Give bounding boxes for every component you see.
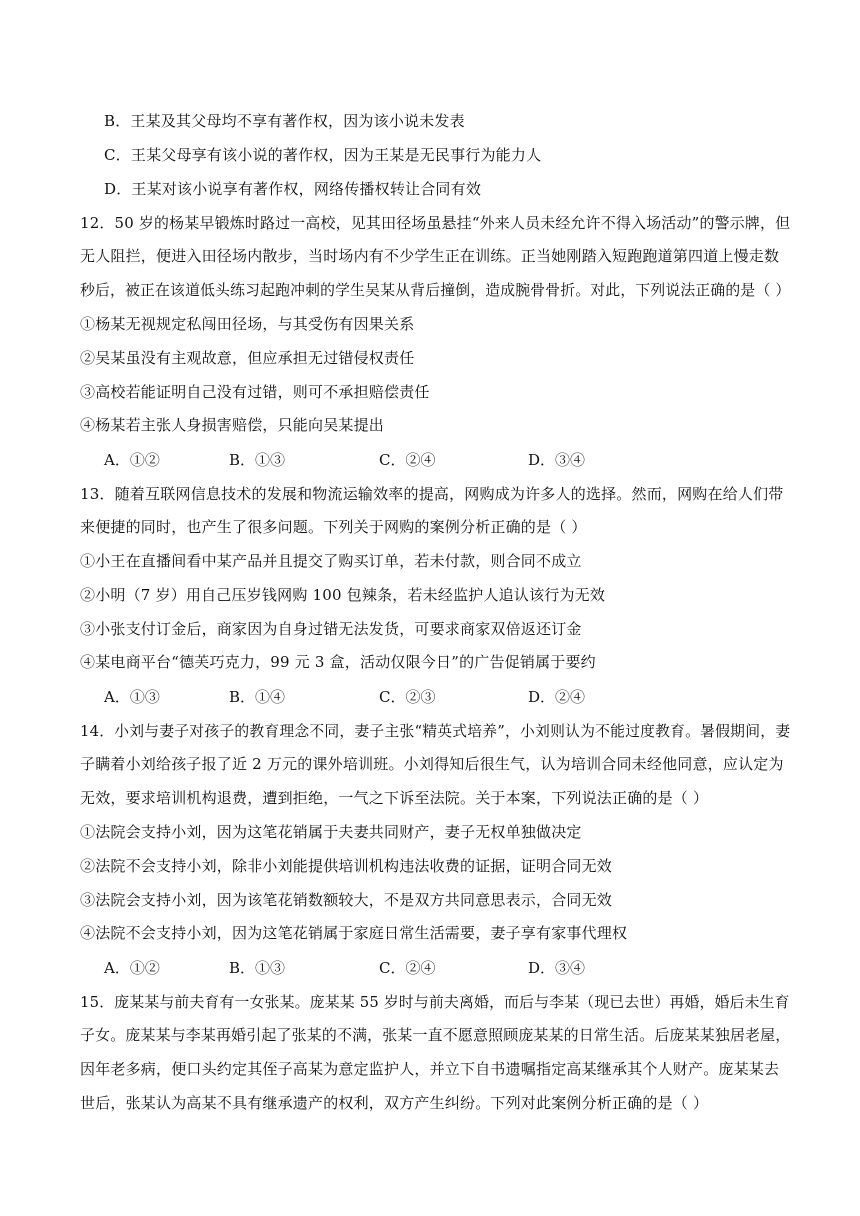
q12-stem-line-3: 秒后，被正在该道低头练习起跑冲刺的学生吴某从背后撞倒，造成腕骨骨折。对此，下列说法正确的是（ ） xyxy=(80,281,791,299)
q14-stem-line-1: 14．小刘与妻子对孩子的教育理念不同，妻子主张“精英式培养”，小刘则认为不能过度教育。暑假期间，妻 xyxy=(80,722,791,740)
q12-statement-1: ①杨某无视规定私闯田径场，与其受伤有因果关系 xyxy=(80,315,415,333)
q15-stem-line-1: 15．庞某某与前夫育有一女张某。庞某某 55 岁时与前夫离婚，而后与李某（现已去世）再婚，婚后未生育 xyxy=(80,993,790,1011)
q13-stem-line-1: 13．随着互联网信息技术的发展和物流运输效率的提高，网购成为许多人的选择。然而，网购在给人们带 xyxy=(80,485,784,503)
q13-choice-b: B．①④ xyxy=(229,688,286,706)
q12-stem-line-1: 12．50 岁的杨某早锻炼时路过一高校，见其田径场虽悬挂“外来人员未经允许不得入场活动”的警示牌，但 xyxy=(80,214,791,232)
q14-statement-2: ②法院不会支持小刘，除非小刘能提供培训机构违法收费的证据，证明合同无效 xyxy=(80,857,613,875)
q14-stem-line-2: 子瞒着小刘给孩子报了近 2 万元的课外培训班。小刘得知后很生气，认为培训合同未经他同意，应认定为 xyxy=(80,755,784,773)
q15-stem-line-3: 因年老多病，便口头约定其侄子高某为意定监护人，并立下自书遗嘱指定高某继承其个人财产。庞某某去 xyxy=(80,1060,780,1078)
q12-choice-d: D．③④ xyxy=(528,451,586,469)
q13-statement-3: ③小张支付订金后，商家因为自身过错无法发货，可要求商家双倍返还订金 xyxy=(80,620,582,638)
q11-option-c: C．王某父母享有该小说的著作权，因为王某是无民事行为能力人 xyxy=(104,146,542,164)
q13-statement-2: ②小明（7 岁）用自己压岁钱网购 100 包辣条，若未经监护人追认该行为无效 xyxy=(80,586,606,604)
q13-choice-a: A．①③ xyxy=(104,688,160,706)
q12-choice-a: A．①② xyxy=(104,451,160,469)
q14-choice-c: C．②④ xyxy=(379,959,436,977)
q12-choice-b: B．①③ xyxy=(229,451,286,469)
q13-choice-d: D．②④ xyxy=(528,688,586,706)
q13-stem-line-2: 来便捷的同时，也产生了很多问题。下列关于网购的案例分析正确的是（ ） xyxy=(80,518,587,536)
q15-stem-line-4: 世后，张某认为高某不具有继承遗产的权利，双方产生纠纷。下列对此案例分析正确的是（ ） xyxy=(80,1094,709,1112)
q14-statement-3: ③法院会支持小刘，因为该笔花销数额较大，不是双方共同意思表示，合同无效 xyxy=(80,891,613,909)
q12-choice-c: C．②④ xyxy=(379,451,436,469)
q14-statement-1: ①法院会支持小刘，因为这笔花销属于夫妻共同财产，妻子无权单独做决定 xyxy=(80,823,582,841)
q14-choice-a: A．①② xyxy=(104,959,160,977)
q12-statement-2: ②吴某虽没有主观故意，但应承担无过错侵权责任 xyxy=(80,349,415,367)
q15-stem-line-2: 子女。庞某某与李某再婚引起了张某的不满，张某一直不愿意照顾庞某某的日常生活。后庞某某独居老屋， xyxy=(80,1026,791,1044)
q12-statement-4: ④杨某若主张人身损害赔偿，只能向吴某提出 xyxy=(80,416,385,434)
q14-choice-b: B．①③ xyxy=(229,959,286,977)
q11-option-d: D．王某对该小说享有著作权，网络传播权转让合同有效 xyxy=(104,180,482,198)
q13-statement-4: ④某电商平台“德芙巧克力，99 元 3 盒，活动仅限今日”的广告促销属于要约 xyxy=(80,653,596,671)
q12-statement-3: ③高校若能证明自己没有过错，则可不承担赔偿责任 xyxy=(80,383,430,401)
q11-option-b: B．王某及其父母均不享有著作权，因为该小说未发表 xyxy=(104,112,465,130)
q14-statement-4: ④法院不会支持小刘，因为这笔花销属于家庭日常生活需要，妻子享有家事代理权 xyxy=(80,924,628,942)
q13-statement-1: ①小王在直播间看中某产品并且提交了购买订单，若未付款，则合同不成立 xyxy=(80,552,582,570)
q12-stem-line-2: 无人阻拦，便进入田径场内散步，当时场内有不少学生正在训练。正当她刚踏入短跑跑道第四道上慢走数 xyxy=(80,247,780,265)
q14-stem-line-3: 无效，要求培训机构退费，遭到拒绝，一气之下诉至法院。关于本案，下列说法正确的是（ ） xyxy=(80,789,709,807)
q13-choice-c: C．②③ xyxy=(379,688,436,706)
q14-choice-d: D．③④ xyxy=(528,959,586,977)
